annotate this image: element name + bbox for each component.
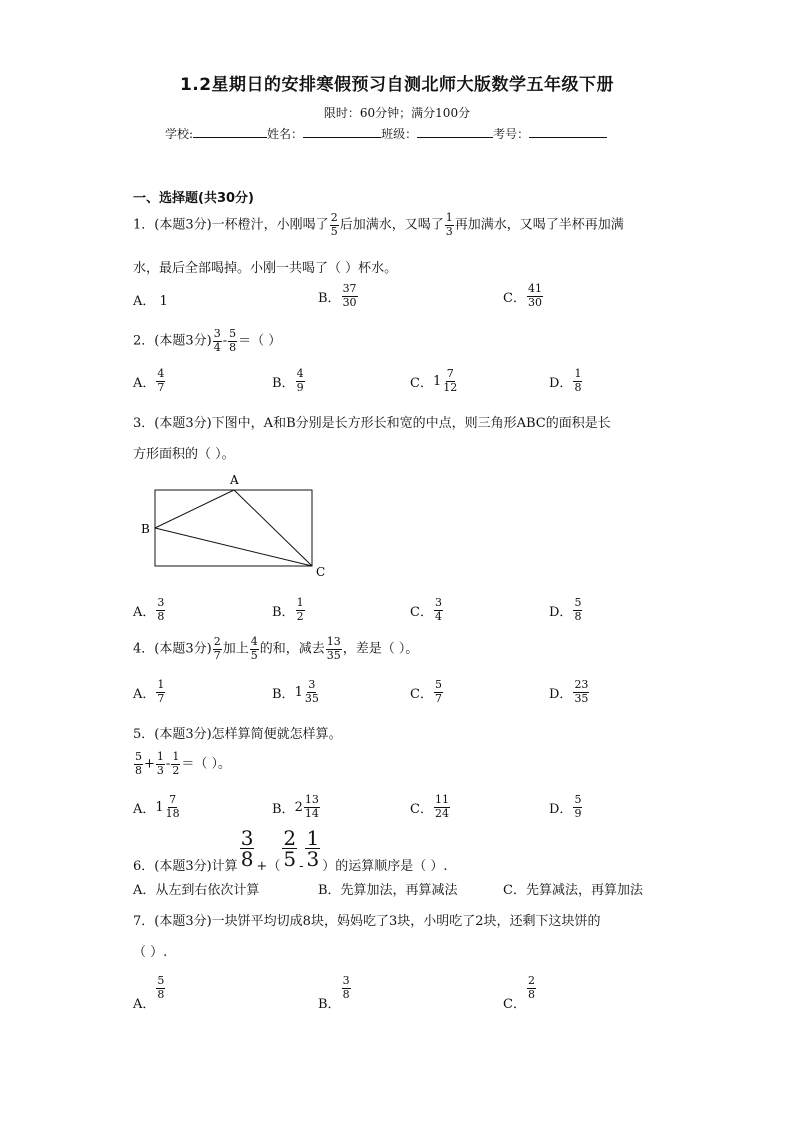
q3-option-b[interactable]: B． $\frac{1}{2}$ <box>272 596 304 623</box>
fraction: $\frac{3}{4}$ <box>213 327 221 354</box>
q2-option-a[interactable]: A． $\frac{4}{7}$ <box>133 367 165 394</box>
label-c: C <box>316 565 326 579</box>
class-label: 班级： <box>381 127 418 141</box>
q3-option-c[interactable]: C． $\frac{3}{4}$ <box>410 596 442 623</box>
question-5-expression: $\frac{5}{8}$ + $\frac{1}{3}$ - $\frac{1}{2}$ ＝（ ）。 <box>135 750 231 777</box>
question-6: 6．(本题3分)计算 $\frac{3}{8}$ +（ $\frac{2}{5}$ - $\frac{1}{3}$ ）的运算顺序是（ ）. <box>133 826 448 874</box>
question-2: 2．(本题3分) $\frac{3}{4}$ - $\frac{5}{8}$ ＝（ ） <box>133 327 282 354</box>
rectangle-triangle-diagram <box>130 470 340 580</box>
student-info-row <box>165 125 607 142</box>
label-b: B <box>141 522 150 536</box>
q6-option-c[interactable]: C．先算减法，再算加法 <box>503 883 643 898</box>
fraction: $\frac{1}{2}$ <box>172 750 180 777</box>
name-blank[interactable] <box>303 125 381 138</box>
q1-option-c[interactable]: C． $\frac{41}{30}$ <box>503 282 542 309</box>
q5-option-c[interactable]: C． $\frac{11}{24}$ <box>410 793 449 820</box>
segment-bc <box>155 528 312 566</box>
fraction: $\frac{5}{8}$ <box>135 750 142 777</box>
q2-option-c[interactable]: C． 1 $\frac{7}{12}$ <box>410 367 458 394</box>
q5-option-d[interactable]: D． $\frac{5}{9}$ <box>549 793 582 820</box>
name-label: 姓名： <box>267 127 304 141</box>
q7-option-a[interactable]: A． $\frac{5}{8}$ <box>133 974 165 1012</box>
q1-text: 再加满水，又喝了半杯再加满 <box>454 217 624 233</box>
segment-ac <box>234 490 312 566</box>
school-blank[interactable] <box>193 125 267 138</box>
question-7-line1: 7．(本题3分)一块饼平均切成8块，妈妈吃了3块，小明吃了2块，还剩下这块饼的 <box>133 914 601 929</box>
q7-option-b[interactable]: B． $\frac{3}{8}$ <box>318 974 350 1012</box>
q1-text: 1．(本题3分)一杯橙汁，小刚喝了 <box>133 217 329 233</box>
question-1-line1 <box>133 212 624 238</box>
question-5-line1: 5．(本题3分)怎样算简便就怎样算。 <box>133 727 342 742</box>
q1-text: 后加满水，又喝了 <box>339 217 444 233</box>
fraction: $\frac{2}{5}$ <box>330 211 338 238</box>
fraction: $\frac{5}{8}$ <box>229 327 237 354</box>
q4-option-c[interactable]: C． $\frac{5}{7}$ <box>410 678 442 705</box>
time-limit: 限时：60分钟；满分100分 <box>323 106 471 120</box>
q1-option-b[interactable]: B． $\frac{37}{30}$ <box>318 282 357 309</box>
fraction: $\frac{13}{35}$ <box>326 635 341 662</box>
fraction: $\frac{2}{5}$ <box>283 826 297 871</box>
q5-option-a[interactable]: A． 1 $\frac{7}{18}$ <box>133 793 180 820</box>
school-label: 学校: <box>165 127 194 141</box>
rectangle <box>155 490 312 566</box>
q4-option-b[interactable]: B． 1 $\frac{3}{35}$ <box>272 678 319 705</box>
fraction: $\frac{1}{3}$ <box>306 826 320 871</box>
fraction: $\frac{1}{3}$ <box>445 211 453 238</box>
class-blank[interactable] <box>417 125 493 138</box>
exam-no-blank[interactable] <box>529 125 607 138</box>
question-3-line1: 3．(本题3分)下图中，A和B分别是长方形长和宽的中点，则三角形ABC的面积是长 <box>133 416 611 431</box>
question-3-line2: 方形面积的（ ）。 <box>133 447 235 462</box>
q4-option-d[interactable]: D． $\frac{23}{35}$ <box>549 678 589 705</box>
page-title: 1.2星期日的安排寒假预习自测北师大版数学五年级下册 <box>179 75 615 95</box>
section-heading: 一、选择题(共30分) <box>133 191 254 206</box>
q6-option-a[interactable]: A．从左到右依次计算 <box>133 883 260 898</box>
question-1-line2: 水，最后全部喝掉。小刚一共喝了（ ）杯水。 <box>133 261 398 276</box>
question-7-line2: （ ）. <box>133 945 168 960</box>
q6-option-b[interactable]: B．先算加法，再算减法 <box>318 883 458 898</box>
q1-option-a[interactable]: A． 1 <box>133 294 168 309</box>
fraction: $\frac{4}{5}$ <box>250 635 258 662</box>
q5-option-b[interactable]: B． 2 $\frac{13}{14}$ <box>272 793 319 820</box>
q2-option-d[interactable]: D． $\frac{1}{8}$ <box>549 367 582 394</box>
segment-ab <box>155 490 234 528</box>
q2-option-b[interactable]: B． $\frac{4}{9}$ <box>272 367 304 394</box>
q3-option-a[interactable]: A． $\frac{3}{8}$ <box>133 596 165 623</box>
fraction: $\frac{1}{3}$ <box>156 750 164 777</box>
fraction: $\frac{3}{8}$ <box>240 826 254 871</box>
exam-no-label: 考号： <box>493 127 530 141</box>
q3-option-d[interactable]: D． $\frac{5}{8}$ <box>549 596 582 623</box>
label-a: A <box>230 473 239 487</box>
question-4: 4．(本题3分) $\frac{2}{7}$ 加上 $\frac{4}{5}$ 的和，减去 $\frac{13}{35}$ ，差是（ ）。 <box>133 635 419 662</box>
q4-option-a[interactable]: A． $\frac{1}{7}$ <box>133 678 165 705</box>
fraction: $\frac{2}{7}$ <box>213 635 221 662</box>
q7-option-c[interactable]: C． $\frac{2}{8}$ <box>503 974 535 1012</box>
